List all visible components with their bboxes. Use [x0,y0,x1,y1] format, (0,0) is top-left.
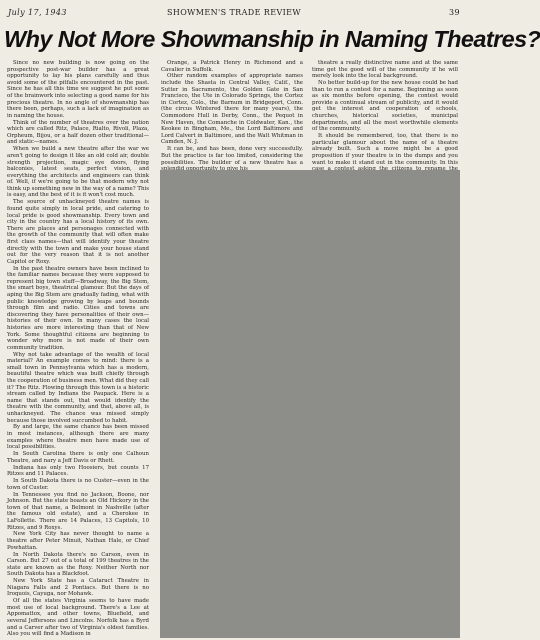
paragraph: theatre a really distinctive name and at the same time get the good will of the community if he will merely look into the local background. [312,60,458,80]
paragraph: The source of unhackneyed theatre names is found quite simply in local pride, and catering to local pride is good showmanship. Every town and city in the country has a local history of its own. There are places and personages connected with the growth of the community that will often make first class names—that will identify your theatre directly with the town and make your house stand out for the very reason that it is not another Capitol or Roxy. [7,199,149,265]
page-number: 39 [449,8,460,17]
paragraph: Of all the states Virginia seems to have made most use of local background. There's a Lee at Appomattox, and other towns, Bluefield, and several Jeffersons and Lincolns. Norfolk has a Byrd and a Carver after two of Virginia's oldest families. Also you will find a Madison in [7,598,149,638]
paragraph: New York State has a Cataract Theatre in Niagara Falls and 2 Pontiacs. But there is no Iroquois, Cayuga, nor Mohawk. [7,578,149,598]
article-headline: Why Not More Showmanship in Naming Theatres? [4,26,540,52]
article-column-3 [312,60,458,168]
paragraph: New York City has never thought to name a theatre after Peter Minuit, Nathan Hale, or Chief Powhattan. [7,531,149,551]
running-header [8,8,460,22]
paragraph: In North Dakota there's no Carson, even in Carson. But 27 out of a total of 199 theatres in the state are known as the Roxy. Neither North nor South Dakota has a Blackfoot. [7,551,149,578]
paragraph: Think of the number of theatres over the nation which are called Ritz, Palace, Rialto, Rivoli, Plaza, Orpheum, Bijou, or a half dozen other traditional—and static—names. [7,119,149,146]
paragraph: In South Carolina there is only one Calhoun Theatre, and nary a Jeff Davis or Rhett. [7,451,149,464]
paragraph: It should be remembered, too, that there is no particular glamour about the name of a theatre already built. Such a move might be a good proposition if your theatre is in the dumps and you want to make it stand out in the community. In this [312,133,458,166]
article-column-2 [161,60,303,168]
issue-date: July 17, 1943 [8,8,67,17]
article-column-1 [7,60,149,640]
paragraph: It can be, and has been, done very successfully. But the practice is far too limited, considering the possibilities. The builder of a new theatre has a [161,146,303,166]
paragraph: In Tennessee you find no Jackson, Boone, nor Johnson. But the state boasts an Old Hickory in the town of that name, a Belmont in Nashville (after the famous old estate), and a Cherokee in LaFollette. There are 14 Palaces, 13 Capitols, 10 Ritzes, and 9 Roxys. [7,491,149,531]
paragraph: Since no new building is now going on the prospective post-war builder has a great opportunity to lay his plans carefully and thus avoid some of the pitfalls encountered in the past. Since he has all this time we suggest he put some of the brainwork into selecting a good name for his precious theatre. In no angle of showmanship has there been, perhaps, such a lack of imagination as in naming the house. [7,60,149,119]
blank-advertisement-block [160,170,460,638]
paragraph: In South Dakota there is no Custer—even in the town of Custer. [7,478,149,491]
paragraph: No better build-up for the new house could be had than to run a contest for a name. Beginning as soon as six months before opening, the contest would provide a continual stream of publicity, and it would get the interest and cooperation of schools, churches, historical societies, municipal departments, and all the most worthwhile elements of the community. [312,80,458,133]
paragraph: Orange, a Patrick Henry in Richmond and a Cavalier in Suffolk. [161,60,303,73]
paragraph: In the past theatre owners have been inclined to the familiar names because they were supposed to represent big town stuff—Broadway, the Big Stem, the smart boys, theatrical glamour. But the days of aping the Big Stem are gradually fading, what with public knowledge growing by leaps and bounds through film and radio. Cities and towns are discovering they have personalities of their own—histories of their own. In many cases the local histories are more interesting than that of New York. Some thoughtful citizens are beginning to wonder why more is not made of their own community tradition. [7,265,149,351]
paragraph: Why not take advantage of the wealth of local material? An example comes to mind: there is a small town in Pennsylvania which has a modern, beautiful theatre which was built chiefly through the cooperation of business men. What did they call it? The Ritz. Flowing through this town is a historic stream called by Indians the Paupack. Here is a name that stands out, that would identify the theatre with the community, and that, above all, is unhackneyed. The chance was missed simply because those involved succumbed to habit. [7,351,149,424]
paragraph: Other random examples of appropriate names include the Shasta in Central Valley, Calif., the Sutter in Sacramento, the Golden Gate in San Francisco, the Ute in Colorado Springs, the Cortez in Cortez, Colo., the Barnum in Bridgeport, Conn. (the circus Wintered there for many years), the Commodore Hull in Derby, Conn., the Pequot in New Haven, the Comanche in Coldwater, Kan., the Keokee in Bingham, Me., the Lord Baltimore and Lord Calvert in Baltimore, and the Walt Whitman in Camden, N. J. [161,73,303,146]
paragraph: When we build a new theatre after the war we aren't going to design it like an old cold air, double strength projection, magic eye doors, flying balconies, latest seats, perfect vision, and everything the architects and engineers can think of. Well, if we're going to be that modern why not think up something new in the way of a name? This is easy, and the best of it is it won't cost much. [7,146,149,199]
masthead: SHOWMEN'S TRADE REVIEW [166,8,302,17]
paragraph: By and large, the same chance has been missed in most instances, although there are many examples where theatre men have made use of local possibilities. [7,424,149,451]
paragraph: Indiana has only two Hoosiers, but counts 17 Ritzes and 11 Palaces. [7,464,149,478]
